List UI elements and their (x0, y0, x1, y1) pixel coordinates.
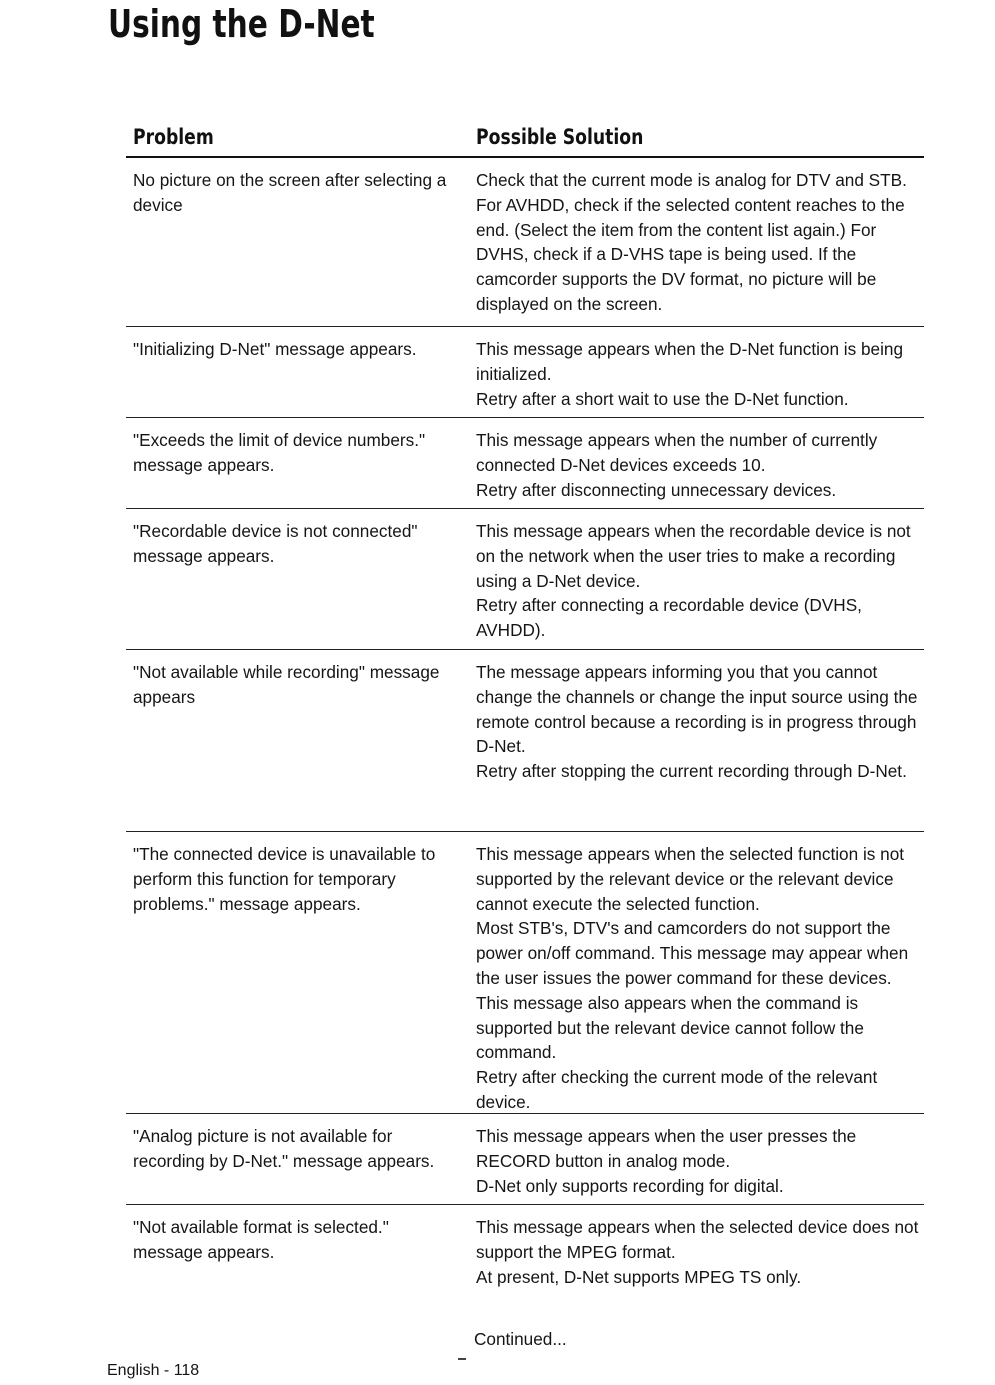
solution-cell (468, 337, 924, 417)
solution-cell (468, 1124, 924, 1204)
problem-cell (126, 337, 468, 417)
problem-cell (126, 842, 468, 1113)
header-problem: Problem (133, 125, 214, 149)
problem-text: "Initializing D-Net" message appears. (133, 339, 417, 359)
solution-text: Check that the current mode is analog for DTV and STB. For AVHDD, check if the selected content reaches to the end. (Select the item from the content list again.) For DVHS, check if a D-VHS tape is being used. If the camcorder supports the DV format, no picture will be displayed on the screen. (476, 170, 907, 314)
page-title: Using the D-Net (108, 2, 375, 46)
solution-cell (468, 519, 924, 649)
page-tick-mark (458, 1358, 466, 1360)
table-header-row (126, 120, 924, 158)
table-body (126, 158, 924, 1289)
problem-text: No picture on the screen after selecting a device (133, 170, 447, 215)
problem-cell (126, 1215, 468, 1289)
table-row (126, 327, 924, 418)
solution-cell (468, 1215, 924, 1289)
header-solution-cell (468, 120, 924, 156)
problem-cell (126, 168, 468, 326)
solution-text: This message appears when the user presses the RECORD button in analog mode. D-Net only supports recording for digital. (476, 1126, 857, 1196)
table-row (126, 1114, 924, 1205)
table-row (126, 509, 924, 650)
problem-text: "Recordable device is not connected" message appears. (133, 521, 418, 566)
solution-text: This message appears when the selected device does not support the MPEG format. At present, D-Net supports MPEG TS only. (476, 1217, 919, 1287)
solution-text: This message appears when the selected function is not supported by the relevant device or the relevant device cannot execute the selected function. Most STB's, DTV's and camcorders do not support the power on/off command. This message may appear when the user issues the power command for these devices. This message also appears when the command is supported but the relevant device cannot follow the command. Retry after checking the current mode of the relevant device. (476, 844, 909, 1112)
table-row (126, 832, 924, 1114)
solution-cell (468, 660, 924, 831)
problem-cell (126, 519, 468, 649)
table-row (126, 1205, 924, 1289)
problem-cell (126, 660, 468, 831)
table-row (126, 158, 924, 327)
continued-label: Continued... (474, 1329, 567, 1349)
problem-text: "The connected device is unavailable to perform this function for temporary problems." message appears. (133, 844, 436, 914)
header-solution: Possible Solution (476, 125, 644, 149)
header-problem-cell (126, 120, 468, 156)
page-footer: English - 118 (107, 1362, 200, 1379)
problem-cell (126, 1124, 468, 1204)
solution-text: This message appears when the recordable device is not on the network when the user tries to make a recording using a D-Net device. Retry after connecting a recordable device (DVHS, AVHDD). (476, 521, 911, 641)
solution-cell (468, 168, 924, 326)
solution-cell (468, 428, 924, 508)
table-row (126, 418, 924, 509)
problem-cell (126, 428, 468, 508)
solution-text: The message appears informing you that you cannot change the channels or change the input source using the remote control because a recording is in progress through D-Net. Retry after stopping the current recording through D-Net. (476, 662, 918, 782)
problem-text: "Analog picture is not available for recording by D-Net." message appears. (133, 1126, 435, 1171)
problem-text: "Exceeds the limit of device numbers." message appears. (133, 430, 426, 475)
solution-text: This message appears when the D-Net function is being initialized. Retry after a short wait to use the D-Net function. (476, 339, 904, 409)
problem-text: "Not available while recording" message appears (133, 662, 440, 707)
problem-text: "Not available format is selected." message appears. (133, 1217, 389, 1262)
solution-cell (468, 842, 924, 1113)
solution-text: This message appears when the number of currently connected D-Net devices exceeds 10. Retry after disconnecting unnecessary devices. (476, 430, 878, 500)
table-row (126, 650, 924, 832)
troubleshooting-table (126, 120, 924, 1289)
